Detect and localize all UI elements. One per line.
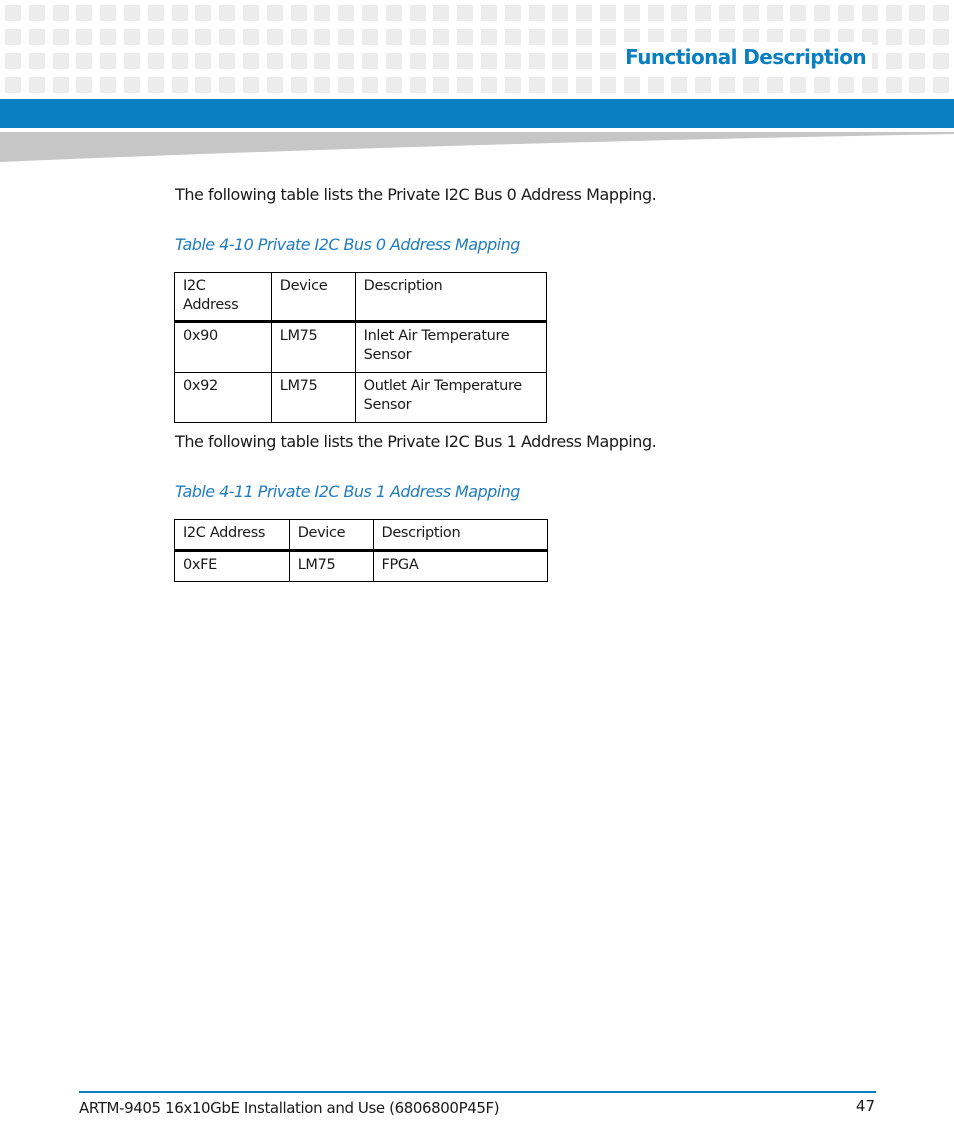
column-header-description: Description — [373, 520, 547, 551]
cell-description: FPGA — [373, 551, 547, 582]
header-pattern-tile — [29, 5, 45, 21]
address-table-bus0 — [174, 272, 547, 423]
header-pattern-tile — [362, 5, 378, 21]
header-pattern-tile — [433, 5, 449, 21]
header-pattern-tile — [243, 77, 259, 93]
header-pattern-tile — [124, 77, 140, 93]
header-pattern-tile — [624, 5, 640, 21]
header-pattern-tile — [529, 5, 545, 21]
header-pattern-tile — [886, 53, 902, 69]
header-pattern-tile — [76, 5, 92, 21]
header-pattern-tile — [909, 53, 925, 69]
intro-paragraph-bus0: The following table lists the Private I2C Bus 0 Address Mapping. — [175, 185, 657, 204]
header-pattern-tile — [338, 29, 354, 45]
header-pattern-tile — [172, 5, 188, 21]
header-pattern-tile — [933, 53, 949, 69]
header-pattern-tile — [576, 77, 592, 93]
header-pattern-tile — [481, 5, 497, 21]
header-pattern-tile — [148, 5, 164, 21]
header-pattern-tile — [267, 53, 283, 69]
header-pattern-tile — [695, 5, 711, 21]
header-pattern-tile — [600, 29, 616, 45]
header-pattern-tile — [576, 5, 592, 21]
header-pattern-tile — [5, 53, 21, 69]
header-pattern-tile — [53, 29, 69, 45]
header-pattern-tile — [576, 29, 592, 45]
header-pattern-tile — [410, 53, 426, 69]
header-pattern-tile — [243, 53, 259, 69]
header-pattern-tile — [838, 77, 854, 93]
header-pattern-tile — [481, 77, 497, 93]
header-pattern-tile — [433, 77, 449, 93]
header-pattern-tile — [552, 77, 568, 93]
header-pattern-tile — [148, 29, 164, 45]
header-pattern-tile — [933, 77, 949, 93]
header-pattern-tile — [433, 29, 449, 45]
header-pattern-tile — [267, 77, 283, 93]
header-pattern-tile — [457, 5, 473, 21]
header-pattern-tile — [338, 53, 354, 69]
header-pattern-tile — [767, 77, 783, 93]
header-pattern-tile — [76, 77, 92, 93]
column-header-description: Description — [355, 273, 546, 322]
header-pattern-tile — [433, 53, 449, 69]
header-pattern-tile — [100, 29, 116, 45]
header-pattern-tile — [243, 5, 259, 21]
header-pattern-tile — [552, 29, 568, 45]
footer-rule — [79, 1091, 876, 1093]
header-pattern-tile — [172, 53, 188, 69]
header-pattern-tile — [886, 29, 902, 45]
header-pattern-tile — [386, 29, 402, 45]
header-pattern-tile — [100, 77, 116, 93]
header-pattern-tile — [219, 29, 235, 45]
header-pattern-tile — [100, 53, 116, 69]
header-pattern-tile — [600, 77, 616, 93]
header-pattern-tile — [386, 53, 402, 69]
header-pattern-tile — [29, 53, 45, 69]
header-pattern-tile — [195, 29, 211, 45]
header-pattern-tile — [338, 5, 354, 21]
header-pattern-tile — [886, 5, 902, 21]
cell-description: Outlet Air Temperature Sensor — [355, 373, 546, 423]
header-pattern-tile — [124, 29, 140, 45]
header-pattern-tile — [219, 53, 235, 69]
header-pattern-tile — [909, 77, 925, 93]
header-pattern-tile — [457, 53, 473, 69]
header-pattern-tile — [195, 5, 211, 21]
header-pattern-tile — [314, 29, 330, 45]
header-pattern-tile — [362, 29, 378, 45]
header-pattern-tile — [76, 53, 92, 69]
header-pattern-tile — [410, 77, 426, 93]
header-pattern-tile — [481, 53, 497, 69]
footer-page-number: 47 — [855, 1097, 875, 1115]
header-pattern-tile — [100, 5, 116, 21]
header-pattern-tile — [671, 5, 687, 21]
header-pattern-tile — [814, 5, 830, 21]
column-header-device: Device — [271, 273, 355, 322]
header-pattern-tile — [5, 5, 21, 21]
header-pattern-tile — [909, 5, 925, 21]
header-pattern-tile — [267, 5, 283, 21]
header-pattern-tile — [767, 5, 783, 21]
header-pattern-tile — [291, 5, 307, 21]
header-pattern-tile — [148, 77, 164, 93]
header-pattern-tile — [386, 77, 402, 93]
header-pattern-tile — [790, 77, 806, 93]
header-pattern-tile — [743, 5, 759, 21]
header-pattern-tile — [814, 77, 830, 93]
header-pattern-tile — [410, 29, 426, 45]
header-pattern-tile — [505, 53, 521, 69]
header-pattern-tile — [600, 53, 616, 69]
cell-device: LM75 — [271, 373, 355, 423]
header-pattern-tile — [172, 77, 188, 93]
header-pattern-tile — [219, 5, 235, 21]
header-pattern-tile — [695, 77, 711, 93]
header-pattern-tile — [219, 77, 235, 93]
header-pattern-tile — [671, 77, 687, 93]
header-pattern-tile — [314, 5, 330, 21]
header-pattern-tile — [291, 77, 307, 93]
header-pattern-tile — [267, 29, 283, 45]
header-pattern-tile — [291, 53, 307, 69]
header-pattern-tile — [314, 77, 330, 93]
header-pattern-tile — [862, 5, 878, 21]
table-caption-bus0: Table 4-10 Private I2C Bus 0 Address Mapping — [175, 235, 520, 254]
header-pattern-tile — [909, 29, 925, 45]
header-pattern-tile — [124, 5, 140, 21]
header-pattern-tile — [505, 77, 521, 93]
cell-i2c-address: 0xFE — [175, 551, 290, 582]
header-pattern-tile — [862, 77, 878, 93]
header-pattern-tile — [648, 77, 664, 93]
header-pattern-tile — [124, 53, 140, 69]
cell-description: Inlet Air Temperature Sensor — [355, 322, 546, 373]
intro-paragraph-bus1: The following table lists the Private I2C Bus 1 Address Mapping. — [175, 432, 657, 451]
header-pattern-tile — [29, 77, 45, 93]
header-pattern-tile — [386, 5, 402, 21]
header-pattern-tile — [314, 53, 330, 69]
header-pattern-tile — [505, 29, 521, 45]
header-pattern-tile — [600, 5, 616, 21]
cell-i2c-address: 0x92 — [175, 373, 272, 423]
header-pattern-tile — [172, 29, 188, 45]
header-pattern-tile — [362, 77, 378, 93]
cell-device: LM75 — [271, 322, 355, 373]
header-pattern-tile — [243, 29, 259, 45]
header-pattern-tile — [886, 77, 902, 93]
header-pattern-tile — [76, 29, 92, 45]
table-row — [175, 551, 548, 582]
header-grey-swoosh — [0, 128, 954, 164]
table-header-row — [175, 273, 547, 322]
header-pattern-tile — [552, 5, 568, 21]
header-pattern-tile — [933, 29, 949, 45]
header-pattern-tile — [195, 53, 211, 69]
address-table-bus1 — [174, 519, 548, 582]
header-pattern-tile — [362, 53, 378, 69]
header-pattern-tile — [291, 29, 307, 45]
header-pattern-tile — [29, 29, 45, 45]
column-header-device: Device — [289, 520, 373, 551]
header-pattern-tile — [338, 77, 354, 93]
header-pattern-tile — [933, 5, 949, 21]
header-pattern-tile — [195, 77, 211, 93]
table-caption-bus1: Table 4-11 Private I2C Bus 1 Address Mapping — [175, 482, 520, 501]
header-pattern-tile — [529, 29, 545, 45]
header-pattern-tile — [552, 53, 568, 69]
cell-i2c-address: 0x90 — [175, 322, 272, 373]
header-pattern-tile — [5, 77, 21, 93]
header-pattern-tile — [457, 29, 473, 45]
header-pattern-tile — [790, 5, 806, 21]
table-row — [175, 322, 547, 373]
header-blue-band — [0, 99, 954, 128]
column-header-i2c-address: I2C Address — [175, 273, 272, 322]
header-pattern-tile — [505, 5, 521, 21]
header-pattern-tile — [719, 77, 735, 93]
header-pattern-tile — [624, 77, 640, 93]
header-pattern-tile — [148, 53, 164, 69]
header-pattern-tile — [53, 77, 69, 93]
section-title: Functional Description — [619, 42, 872, 72]
cell-device: LM75 — [289, 551, 373, 582]
header-pattern-tile — [576, 53, 592, 69]
header-pattern-tile — [53, 53, 69, 69]
footer-document-title: ARTM-9405 16x10GbE Installation and Use (6806800P45F) — [79, 1099, 500, 1117]
header-pattern-tile — [648, 5, 664, 21]
column-header-i2c-address: I2C Address — [175, 520, 290, 551]
header-pattern-tile — [529, 53, 545, 69]
header-pattern-tile — [719, 5, 735, 21]
header-pattern-tile — [53, 5, 69, 21]
header-pattern-tile — [457, 77, 473, 93]
header-pattern-tile — [743, 77, 759, 93]
header-pattern-tile — [529, 77, 545, 93]
header-pattern-tile — [410, 5, 426, 21]
table-header-row — [175, 520, 548, 551]
header-pattern-tile — [838, 5, 854, 21]
header-pattern-tile — [5, 29, 21, 45]
header-pattern-tile — [481, 29, 497, 45]
table-row — [175, 373, 547, 423]
